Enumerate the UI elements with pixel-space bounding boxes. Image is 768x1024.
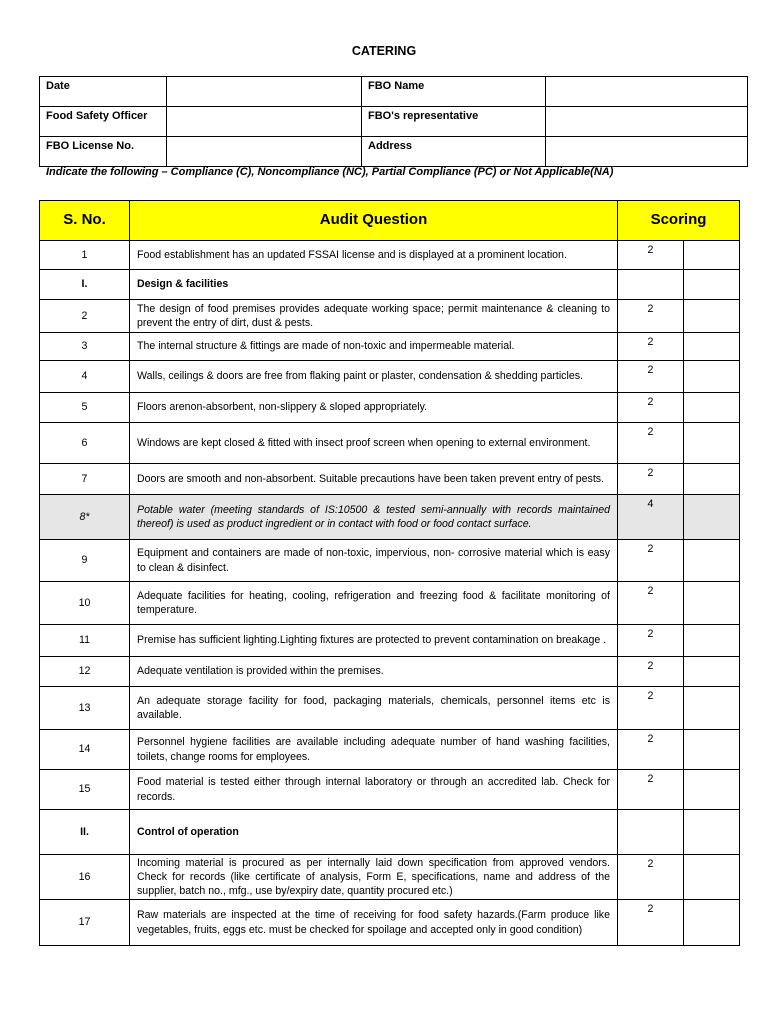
audit-question: Windows are kept closed & fitted with insect proof screen when opening to external environment. [130,423,618,464]
audit-question: Food material is tested either through internal laboratory or through an accredited lab. Check for records. [130,770,618,810]
max-score: 2 [618,464,684,495]
row-number: 13 [40,687,130,730]
audit-question-column-header: Audit Question [130,201,618,241]
audit-question: Raw materials are inspected at the time of receiving for food safety hazards.(Farm produce like vegetables, fruits, eggs etc. must be checked for spoilage and accepted only in good condition) [130,900,618,946]
score-entry-cell[interactable] [684,241,740,270]
max-score: 2 [618,300,684,333]
score-entry-cell[interactable] [684,393,740,423]
score-entry-cell[interactable] [684,770,740,810]
max-score: 2 [618,393,684,423]
audit-question: Personnel hygiene facilities are available including adequate number of hand washing facilities, toilets, change rooms for employees. [130,730,618,770]
audit-question: Doors are smooth and non-absorbent. Suitable precautions have been taken prevent entry of pests. [130,464,618,495]
row-number: 10 [40,582,130,625]
max-score: 2 [618,687,684,730]
header-row-officer [40,107,748,137]
header-row-license [40,137,748,167]
row-number: 3 [40,333,130,361]
audit-question: The design of food premises provides adequate working space; permit maintenance & cleaning to prevent the entry of dirt, dust & pests. [130,300,618,333]
score-entry-cell[interactable] [684,687,740,730]
max-score: 2 [618,540,684,582]
max-score: 2 [618,423,684,464]
row-number: 14 [40,730,130,770]
row-number: 7 [40,464,130,495]
fbo-name-field[interactable] [546,77,748,107]
audit-question: Adequate ventilation is provided within the premises. [130,657,618,687]
fbo-license-label: FBO License No. [40,137,167,167]
score-entry-cell[interactable] [684,270,740,300]
audit-question: Premise has sufficient lighting.Lighting fixtures are protected to prevent contamination on breakage . [130,625,618,657]
table-row [40,495,740,540]
max-score: 2 [618,333,684,361]
audit-question: Equipment and containers are made of non-toxic, impervious, non- corrosive material which is easy to clean & disinfect. [130,540,618,582]
food-safety-officer-field[interactable] [167,107,362,137]
header-row-date [40,77,748,107]
section-row [40,810,740,855]
row-number: I. [40,270,130,300]
row-number: 16 [40,855,130,900]
score-entry-cell[interactable] [684,300,740,333]
fbo-license-field[interactable] [167,137,362,167]
max-score [618,810,684,855]
row-number: 12 [40,657,130,687]
row-number: 6 [40,423,130,464]
score-entry-cell[interactable] [684,582,740,625]
table-row [40,582,740,625]
max-score: 2 [618,855,684,900]
date-label: Date [40,77,167,107]
score-entry-cell[interactable] [684,855,740,900]
row-number: 1 [40,241,130,270]
row-number: 17 [40,900,130,946]
score-entry-cell[interactable] [684,810,740,855]
table-row [40,625,740,657]
page-title: CATERING [351,44,417,58]
header-info-table [39,76,748,167]
audit-table-header [40,201,740,241]
table-row [40,730,740,770]
food-safety-officer-label: Food Safety Officer [40,107,167,137]
fbo-name-label: FBO Name [362,77,546,107]
max-score: 2 [618,625,684,657]
row-number: 8* [40,495,130,540]
audit-question: Walls, ceilings & doors are free from flaking paint or plaster, condensation & shedding particles. [130,361,618,393]
score-entry-cell[interactable] [684,730,740,770]
row-number: II. [40,810,130,855]
max-score: 2 [618,770,684,810]
audit-question: Potable water (meeting standards of IS:10500 & tested semi-annually with records maintained thereof) is used as product ingredient or in contact with food or food contact surface. [130,495,618,540]
score-entry-cell[interactable] [684,900,740,946]
sno-column-header: S. No. [40,201,130,241]
max-score: 2 [618,730,684,770]
max-score: 2 [618,361,684,393]
row-number: 15 [40,770,130,810]
section-title: Control of operation [130,810,618,855]
audit-table [39,200,740,946]
table-row [40,361,740,393]
score-entry-cell[interactable] [684,625,740,657]
instructions-text: Indicate the following – Compliance (C), Noncompliance (NC), Partial Compliance (PC) or Not Applicable(NA) [46,166,614,178]
score-entry-cell[interactable] [684,495,740,540]
score-entry-cell[interactable] [684,333,740,361]
score-entry-cell[interactable] [684,361,740,393]
max-score: 4 [618,495,684,540]
table-row [40,241,740,270]
audit-question: Incoming material is procured as per internally laid down specification from approved vendors. Check for records (like certificate of analysis, Form E, specifications, name and address of the supplier, batch no., mfg., use by/expiry date, quantity procured etc.) [130,855,618,900]
table-row [40,900,740,946]
table-row [40,333,740,361]
row-number: 2 [40,300,130,333]
max-score: 2 [618,241,684,270]
row-number: 11 [40,625,130,657]
row-number: 4 [40,361,130,393]
fbo-representative-field[interactable] [546,107,748,137]
table-row [40,464,740,495]
table-row [40,300,740,333]
max-score: 2 [618,900,684,946]
fbo-representative-label: FBO's representative [362,107,546,137]
audit-question: The internal structure & fittings are made of non-toxic and impermeable material. [130,333,618,361]
row-number: 9 [40,540,130,582]
table-row [40,770,740,810]
section-title: Design & facilities [130,270,618,300]
address-label: Address [362,137,546,167]
table-row [40,540,740,582]
audit-question: Food establishment has an updated FSSAI license and is displayed at a prominent location. [130,241,618,270]
max-score: 2 [618,582,684,625]
address-field[interactable] [546,137,748,167]
table-row [40,687,740,730]
audit-question: Floors arenon-absorbent, non-slippery & sloped appropriately. [130,393,618,423]
table-row [40,855,740,900]
table-row [40,657,740,687]
date-field[interactable] [167,77,362,107]
score-entry-cell[interactable] [684,423,740,464]
audit-question: An adequate storage facility for food, packaging materials, chemicals, personnel items etc is available. [130,687,618,730]
max-score [618,270,684,300]
audit-question: Adequate facilities for heating, cooling, refrigeration and freezing food & facilitate monitoring of temperature. [130,582,618,625]
score-entry-cell[interactable] [684,464,740,495]
row-number: 5 [40,393,130,423]
section-row [40,270,740,300]
table-row [40,393,740,423]
max-score: 2 [618,657,684,687]
score-entry-cell[interactable] [684,657,740,687]
table-row [40,423,740,464]
score-entry-cell[interactable] [684,540,740,582]
scoring-column-header: Scoring [618,201,740,241]
